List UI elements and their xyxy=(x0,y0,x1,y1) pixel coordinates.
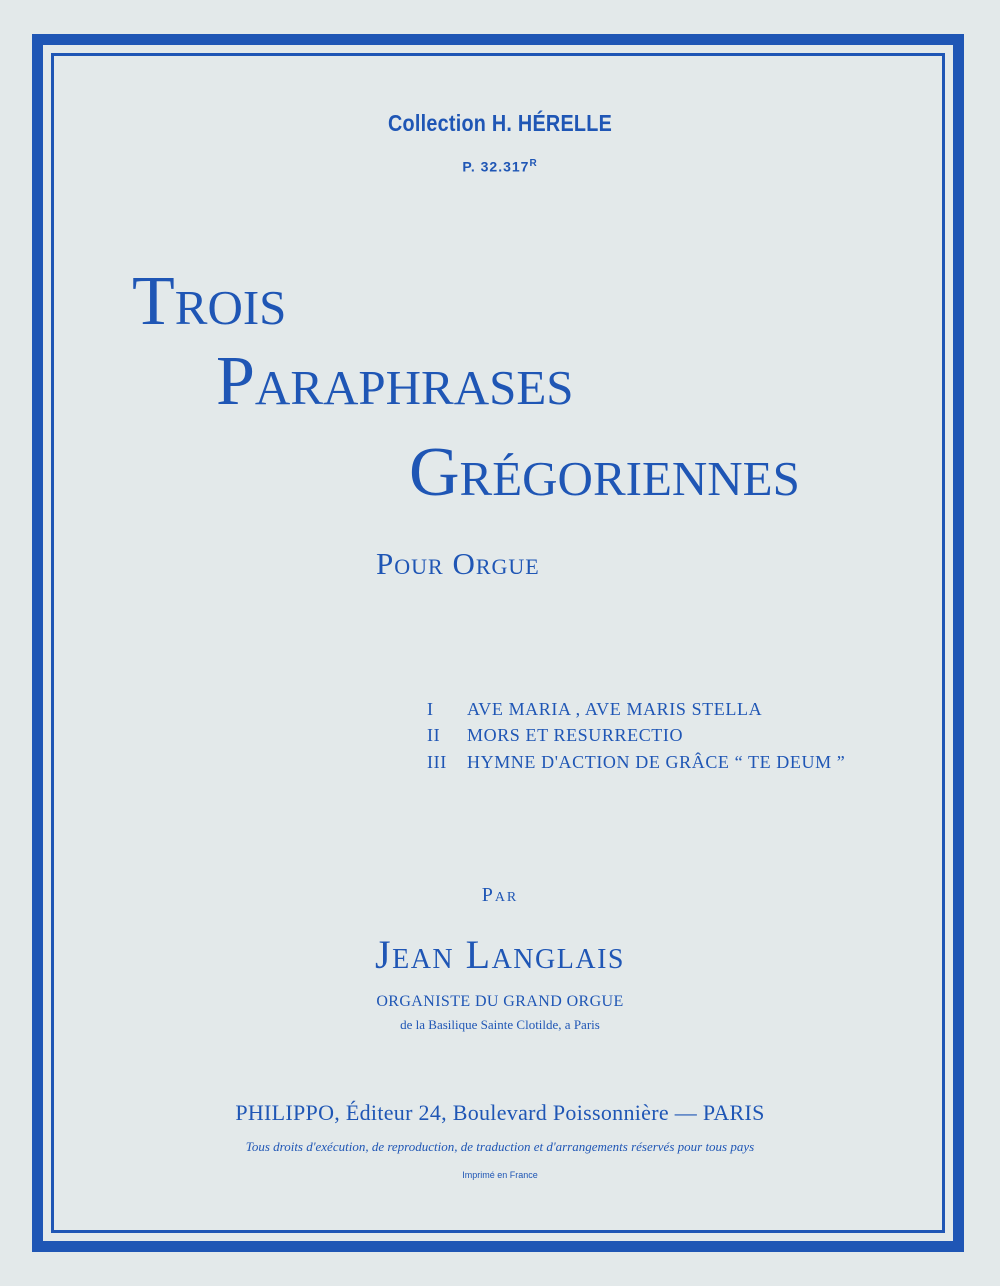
publisher-line: PHILIPPO, Éditeur 24, Boulevard Poissonnière — PARIS xyxy=(235,1100,765,1125)
movement-title: HYMNE D'ACTION DE GRÂCE “ TE DEUM ” xyxy=(467,752,846,772)
plate-number xyxy=(0,158,1000,175)
movement-numeral: III xyxy=(427,752,447,772)
movement-title: MORS ET RESURRECTIO xyxy=(467,725,684,745)
composer-location: de la Basilique Sainte Clotilde, a Paris xyxy=(400,1017,600,1032)
movement-numeral: II xyxy=(427,725,441,745)
inner-border xyxy=(51,53,945,1233)
title-line-2: Paraphrases xyxy=(216,343,574,420)
plate-number-suffix: R xyxy=(529,158,538,169)
collection-name: Collection H. HÉRELLE xyxy=(387,110,613,136)
printed-in: Imprimé en France xyxy=(462,1170,538,1180)
movement-title: AVE MARIA , AVE MARIS STELLA xyxy=(467,699,763,719)
title-line-3: Grégoriennes xyxy=(409,434,800,511)
plate-number-main: P. 32.317 xyxy=(462,158,530,175)
title-line-1: Trois xyxy=(132,263,287,340)
composer-name: Jean Langlais xyxy=(375,932,625,977)
rights-notice: Tous droits d'exécution, de reproduction, de traduction et d'arrangements réservés pour tous pays xyxy=(245,1139,755,1154)
subtitle: Pour Orgue xyxy=(376,546,540,581)
movement-numeral: I xyxy=(427,699,434,719)
composer-position: ORGANISTE DU GRAND ORGUE xyxy=(376,993,624,1010)
by-label: Par xyxy=(481,884,519,906)
